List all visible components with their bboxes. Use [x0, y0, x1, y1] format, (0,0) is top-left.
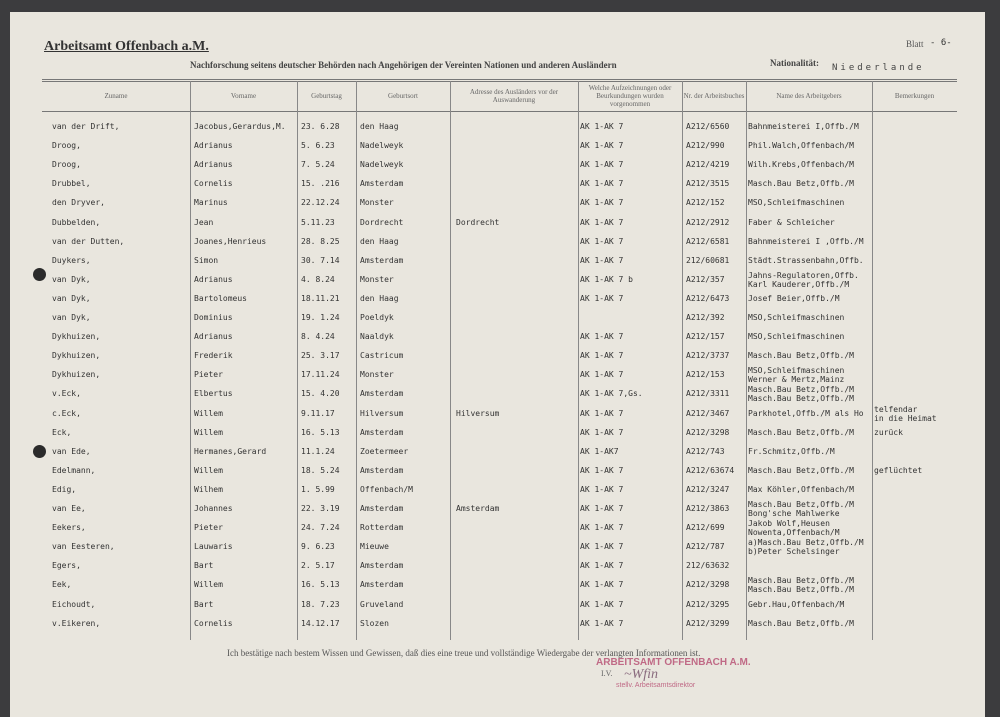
table-cell-place: Zoetermeer [360, 446, 409, 456]
table-cell-surname: Eck, [52, 427, 72, 437]
table-cell-birth: 16. 5.13 [301, 580, 340, 590]
table-cell-birth: 15. .216 [301, 179, 340, 189]
table-cell-birth: 11.1.24 [301, 446, 335, 456]
table-cell-book: A212/157 [686, 332, 725, 342]
table-cell-surname: van Dyk, [52, 293, 91, 303]
table-cell-first: Jean [194, 217, 214, 227]
table-cell-place: Mieuwe [360, 542, 389, 552]
table-cell-first: Willem [194, 427, 223, 437]
table-cell-surname: Eichoudt, [52, 599, 96, 609]
table-cell-employer: Masch.Bau Betz,Offb./M [748, 427, 854, 437]
table-cell-book: A212/743 [686, 446, 725, 456]
table-cell-first: Marinus [194, 198, 228, 208]
table-cell-first: Willem [194, 580, 223, 590]
stamp-subtitle: stellv. Arbeitsamtsdirektor [616, 682, 696, 689]
table-cell-rec: AK 1-AK 7 [580, 141, 624, 151]
column-header: Geburtstag [311, 92, 342, 100]
column-header: Adresse des Ausländers vor der Auswanderung [469, 88, 559, 104]
table-cell-employer: Masch.Bau Betz,Offb./M [748, 618, 854, 628]
table-cell-employer: MSO,Schleifmaschinen [748, 198, 845, 208]
table-cell-rec: AK 1-AK 7 [580, 484, 624, 494]
table-cell-surname: Drubbel, [52, 179, 91, 189]
table-cell-book: A212/4219 [686, 160, 730, 170]
table-cell-rec: AK 1-AK 7 [580, 351, 624, 361]
table-cell-surname: van Dyk, [52, 313, 91, 322]
nationality-value: Niederlande [832, 63, 925, 73]
sheet-label: Blatt [906, 39, 924, 49]
table-cell-place: Castricum [360, 351, 404, 361]
table-cell-birth: 4. 8.24 [301, 274, 335, 284]
table-cell-first: Elbertus [194, 389, 233, 399]
table-cell-birth: 18.11.21 [301, 293, 340, 303]
table-cell-birth: 1. 5.99 [301, 484, 335, 494]
form-subtitle: Nachforschung seitens deutscher Behörden nach Angehörigen der Vereinten Nationen und anderen Ausländern [190, 60, 617, 70]
table-cell-birth: 2. 5.17 [301, 561, 335, 571]
column-header: Nr. der Arbeitsbuches [683, 92, 745, 100]
table-cell-birth: 30. 7.14 [301, 255, 340, 265]
table-cell-addr: Hilversum [456, 408, 500, 418]
table-cell-surname: v.Eikeren, [52, 618, 101, 628]
table-cell-surname: v.Eck, [52, 389, 81, 399]
table-cell-surname: Edig, [52, 484, 77, 494]
table-cell-birth: 28. 8.25 [301, 236, 340, 246]
table-cell-place: den Haag [360, 236, 399, 246]
column-header: Zuname [104, 92, 128, 100]
table-cell-employer: Masch.Bau Betz,Offb./M [748, 385, 854, 395]
table-cell-place: Rotterdam [360, 523, 404, 533]
table-cell-employer: Masch.Bau Betz,Offb./M [748, 500, 854, 509]
table-cell-surname: c.Eck, [52, 408, 81, 418]
table-cell-first: Adrianus [194, 274, 233, 284]
table-cell-birth: 22.12.24 [301, 198, 340, 208]
table-cell-surname: Edelmann, [52, 465, 96, 475]
table-cell-rec: AK 1-AK 7 [580, 561, 624, 571]
table-cell-rec: AK 1-AK 7 [580, 179, 624, 189]
table-cell-first: Joanes,Henrieus [194, 236, 267, 246]
table-cell-first: Adrianus [194, 141, 233, 151]
table-cell-book: A212/3299 [686, 618, 730, 628]
table-cell-rec: AK 1-AK 7 [580, 122, 624, 131]
table-cell-first: Wilhem [194, 484, 223, 494]
table-cell-birth: 7. 5.24 [301, 160, 335, 170]
table-cell-place: Amsterdam [360, 255, 404, 265]
table-cell-birth: 23. 6.28 [301, 122, 340, 131]
table-cell-birth: 17.11.24 [301, 370, 340, 380]
table-cell-rec: AK 1-AK 7 [580, 198, 624, 208]
column-divider [356, 81, 357, 640]
table-cell-place: Amsterdam [360, 465, 404, 475]
punch-hole-bottom [33, 445, 46, 458]
table-cell-surname: Dubbelden, [52, 217, 101, 227]
table-cell-first: Hermanes,Gerard [194, 446, 267, 456]
table-cell-book: A212/3467 [686, 408, 730, 418]
column-header: Bemerkungen [894, 92, 935, 100]
table-cell-employer: b)Peter Schelsinger [748, 547, 840, 557]
table-cell-employer: Bahnmeisterei I,Offb./M [748, 122, 859, 131]
table-cell-employer: Werner & Mertz,Mainz [748, 375, 845, 385]
table-cell-place: Nadelweyk [360, 160, 404, 170]
table-cell-book: A212/990 [686, 141, 725, 151]
column-divider [450, 81, 451, 640]
table-cell-surname: Egers, [52, 561, 81, 571]
table-cell-rec: AK 1-AK 7 [580, 523, 624, 533]
column-divider [578, 81, 579, 640]
table-cell-remark: zurück [874, 427, 903, 437]
table-cell-rec: AK 1-AK 7 [580, 332, 624, 342]
column-divider [682, 81, 683, 640]
table-cell-book: A212/3298 [686, 580, 730, 590]
table-cell-employer: MSO,Schleifmaschinen [748, 366, 845, 376]
table-cell-place: Nadelweyk [360, 141, 404, 151]
table-cell-place: Amsterdam [360, 580, 404, 590]
table-cell-book: A212/3863 [686, 504, 730, 513]
table-cell-first: Bart [194, 599, 214, 609]
table-cell-birth: 25. 3.17 [301, 351, 340, 361]
column-header: Name des Arbeitgebers [776, 92, 842, 100]
table-cell-birth: 24. 7.24 [301, 523, 340, 533]
table-cell-book: A212/63674 [686, 465, 735, 475]
table-cell-surname: Dykhuizen, [52, 370, 101, 380]
table-cell-rec: AK 1-AK 7 [580, 465, 624, 475]
table-cell-employer: Phil.Walch,Offenbach/M [748, 141, 854, 151]
table-cell-birth: 18. 7.23 [301, 599, 340, 609]
table-cell-book: A212/392 [686, 313, 725, 322]
table-cell-place: Amsterdam [360, 504, 404, 513]
table-cell-surname: van der Drift, [52, 122, 120, 131]
table-cell-employer: MSO,Schleifmaschinen [748, 332, 845, 342]
column-header: Welche Aufzeichnungen oder Beurkundungen wurden vorgenommen [588, 84, 672, 108]
table-cell-place: Gruveland [360, 599, 404, 609]
table-cell-employer: Masch.Bau Betz,Offb./M [748, 585, 854, 595]
table-cell-first: Bart [194, 561, 214, 571]
table-cell-birth: 9.11.17 [301, 408, 335, 418]
table-cell-book: A212/787 [686, 542, 725, 552]
table-cell-surname: Droog, [52, 141, 81, 151]
table-cell-employer: Wilh.Krebs,Offenbach/M [748, 160, 854, 170]
table-cell-surname: van der Dutten, [52, 236, 125, 246]
table-cell-rec: AK 1-AK 7 [580, 599, 624, 609]
table-cell-employer: a)Masch.Bau Betz,Offb./M [748, 538, 864, 548]
table-cell-rec: AK 1-AK 7 [580, 293, 624, 303]
table-cell-first: Bartolomeus [194, 293, 247, 303]
column-divider [746, 81, 747, 640]
table-cell-book: A212/152 [686, 198, 725, 208]
table-cell-employer: Gebr.Hau,Offenbach/M [748, 599, 845, 609]
table-cell-book: A212/3311 [686, 389, 730, 399]
table-cell-surname: Dykhuizen, [52, 351, 101, 361]
table-cell-first: Pieter [194, 370, 223, 380]
table-cell-surname: Droog, [52, 160, 81, 170]
column-divider [297, 81, 298, 640]
column-divider [872, 81, 873, 640]
table-cell-book: A212/699 [686, 523, 725, 533]
table-cell-book: A212/357 [686, 274, 725, 284]
table-cell-rec: AK 1-AK 7,Gs. [580, 389, 643, 399]
table-cell-book: A212/3247 [686, 484, 730, 494]
column-header: Vorname [230, 92, 257, 100]
table-cell-surname: den Dryver, [52, 198, 105, 208]
table-cell-place: Amsterdam [360, 427, 404, 437]
table-cell-addr: Amsterdam [456, 504, 500, 513]
table-cell-employer: Bahnmeisterei I ,Offb./M [748, 236, 864, 246]
table-cell-rec: AK 1-AK 7 [580, 427, 624, 437]
table-cell-book: A212/3298 [686, 427, 730, 437]
table-cell-book: A212/153 [686, 370, 725, 380]
table-cell-employer: Masch.Bau Betz,Offb./M [748, 394, 854, 404]
table-cell-surname: Eek, [52, 580, 72, 590]
nationality-label: Nationalität: [770, 58, 819, 68]
table-cell-employer: Bong'sche Mahlwerke [748, 509, 840, 518]
office-stamp: ARBEITSAMT OFFENBACH A.M. [596, 657, 751, 668]
table-cell-rec: AK 1-AK 7 [580, 504, 624, 513]
column-divider [190, 81, 191, 640]
table-header-rule [42, 111, 957, 112]
table-cell-first: Jacobus,Gerardus,M. [194, 122, 286, 131]
table-cell-employer: Masch.Bau Betz,Offb./M [748, 351, 854, 361]
table-cell-first: Dominius [194, 313, 233, 322]
table-cell-birth: 19. 1.24 [301, 313, 340, 322]
table-cell-rec: AK 1-AK 7 [580, 408, 624, 418]
table-cell-place: Amsterdam [360, 179, 404, 189]
table-cell-surname: van Ee, [52, 504, 86, 513]
table-cell-first: Simon [194, 255, 219, 265]
table-cell-employer: Fr.Schmitz,Offb./M [748, 446, 835, 456]
table-cell-rec: AK 1-AK 7 [580, 255, 624, 265]
table-cell-rec: AK 1-AK7 [580, 446, 619, 456]
table-cell-first: Johannes [194, 504, 233, 513]
table-top-rule [42, 79, 957, 80]
table-cell-birth: 15. 4.20 [301, 389, 340, 399]
table-cell-addr: Dordrecht [456, 217, 500, 227]
table-cell-place: den Haag [360, 122, 399, 131]
table-cell-first: Pieter [194, 523, 223, 533]
table-cell-birth: 18. 5.24 [301, 465, 340, 475]
table-cell-birth: 5.11.23 [301, 217, 335, 227]
table-cell-place: Poeldyk [360, 313, 394, 322]
signature: ~Wfin [624, 667, 659, 682]
table-cell-place: Offenbach/M [360, 484, 413, 494]
table-cell-book: A212/6560 [686, 122, 730, 131]
certification-statement: Ich bestätige nach bestem Wissen und Gewissen, daß dies eine treue und vollständige Wiedergabe der verlangten Informationen ist. [227, 648, 701, 658]
table-cell-employer: Masch.Bau Betz,Offb./M [748, 576, 854, 586]
document-sheet [10, 12, 985, 717]
table-cell-surname: van Eesteren, [52, 542, 115, 552]
table-cell-first: Willem [194, 465, 223, 475]
punch-hole-top [33, 268, 46, 281]
table-cell-place: Monster [360, 274, 394, 284]
table-cell-first: Cornelis [194, 618, 233, 628]
table-cell-first: Frederik [194, 351, 233, 361]
table-cell-remark: telfendar [874, 404, 918, 414]
column-header: Geburtsort [388, 92, 418, 100]
table-cell-surname: van Dyk, [52, 274, 91, 284]
table-cell-first: Lauwaris [194, 542, 233, 552]
table-cell-rec: AK 1-AK 7 [580, 217, 624, 227]
table-cell-place: Amsterdam [360, 561, 404, 571]
table-cell-book: A212/3515 [686, 179, 730, 189]
table-cell-book: A212/6581 [686, 236, 730, 246]
table-cell-place: den Haag [360, 293, 399, 303]
table-cell-book: A212/6473 [686, 293, 730, 303]
table-cell-remark: in die Heimat [874, 413, 937, 423]
table-cell-rec: AK 1-AK 7 [580, 542, 624, 552]
table-cell-rec: AK 1-AK 7 b [580, 274, 633, 284]
table-cell-place: Naaldyk [360, 332, 394, 342]
table-cell-first: Cornelis [194, 179, 233, 189]
table-cell-surname: Dykhuizen, [52, 332, 101, 342]
table-cell-book: 212/63632 [686, 561, 730, 571]
table-cell-place: Monster [360, 198, 394, 208]
table-cell-birth: 9. 6.23 [301, 542, 335, 552]
table-cell-surname: Duykers, [52, 255, 91, 265]
table-cell-employer: Parkhotel,Offb./M als Ho [748, 408, 864, 418]
table-cell-book: 212/60681 [686, 255, 730, 265]
table-cell-surname: van Ede, [52, 446, 91, 456]
table-cell-rec: AK 1-AK 7 [580, 236, 624, 246]
table-cell-remark: geflüchtet [874, 465, 923, 475]
table-cell-birth: 14.12.17 [301, 618, 340, 628]
table-cell-employer: Masch.Bau Betz,Offb./M [748, 179, 854, 189]
sheet-number: - 6- [930, 38, 952, 48]
table-cell-book: A212/3737 [686, 351, 730, 361]
table-cell-book: A212/2912 [686, 217, 730, 227]
table-cell-first: Adrianus [194, 160, 233, 170]
table-cell-first: Adrianus [194, 332, 233, 342]
table-cell-place: Hilversum [360, 408, 404, 418]
table-top-rule-inner [42, 81, 957, 82]
office-title: Arbeitsamt Offenbach a.M. [44, 39, 209, 54]
table-cell-birth: 16. 5.13 [301, 427, 340, 437]
table-cell-place: Dordrecht [360, 217, 404, 227]
table-cell-employer: Jakob Wolf,Heusen [748, 519, 830, 529]
table-cell-employer: MSO,Schleifmaschinen [748, 313, 845, 322]
table-cell-first: Willem [194, 408, 223, 418]
table-cell-employer: Faber & Schleicher [748, 217, 835, 227]
table-cell-birth: 22. 3.19 [301, 504, 340, 513]
table-cell-employer: Masch.Bau Betz,Offb./M [748, 465, 854, 475]
table-cell-rec: AK 1-AK 7 [580, 618, 624, 628]
iv-mark: I.V. [601, 669, 613, 678]
table-cell-birth: 5. 6.23 [301, 141, 335, 151]
table-cell-surname: Eekers, [52, 523, 86, 533]
table-cell-employer: Josef Beier,Offb./M [748, 293, 840, 303]
table-cell-book: A212/3295 [686, 599, 730, 609]
table-cell-rec: AK 1-AK 7 [580, 160, 624, 170]
table-cell-place: Amsterdam [360, 389, 404, 399]
table-cell-employer: Nowenta,Offenbach/M [748, 528, 840, 538]
table-cell-place: Slozen [360, 618, 389, 628]
table-cell-employer: Karl Kauderer,Offb./M [748, 279, 850, 289]
table-cell-rec: AK 1-AK 7 [580, 580, 624, 590]
table-cell-birth: 8. 4.24 [301, 332, 335, 342]
table-cell-employer: Städt.Strassenbahn,Offb. [748, 255, 864, 265]
table-cell-employer: Jahns-Regulatoren,Offb. [748, 270, 859, 280]
table-cell-employer: Max Köhler,Offenbach/M [748, 484, 854, 494]
table-cell-rec: AK 1-AK 7 [580, 370, 624, 380]
table-cell-place: Monster [360, 370, 394, 380]
